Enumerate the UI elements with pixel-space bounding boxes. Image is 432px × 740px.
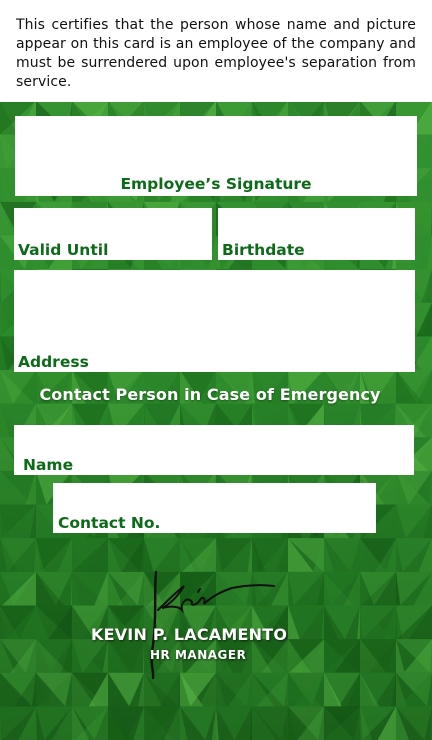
signature-box[interactable] <box>15 116 417 196</box>
emergency-name-label: Name <box>23 456 74 474</box>
emergency-contact-box[interactable] <box>53 483 376 533</box>
emergency-contact-label: Contact No. <box>58 514 161 532</box>
address-label: Address <box>18 353 89 371</box>
birthdate-label: Birthdate <box>222 241 305 259</box>
signatory-name: KEVIN P. LACAMENTO <box>91 625 288 644</box>
valid-until-box[interactable] <box>14 208 212 260</box>
signature-label: Employee’s Signature <box>120 175 312 193</box>
emergency-contact-heading: Contact Person in Case of Emergency <box>39 385 381 404</box>
address-box[interactable] <box>14 270 415 372</box>
certification-notice: This certifies that the person whose name and picture appear on this card is an employee of the company and must be surrendered upon employee's separation from service. <box>0 0 432 102</box>
manager-signature <box>140 562 280 682</box>
emergency-name-box[interactable] <box>14 425 414 475</box>
valid-until-label: Valid Until <box>18 241 109 259</box>
birthdate-box[interactable] <box>218 208 415 260</box>
signatory-title: HR MANAGER <box>150 648 247 662</box>
